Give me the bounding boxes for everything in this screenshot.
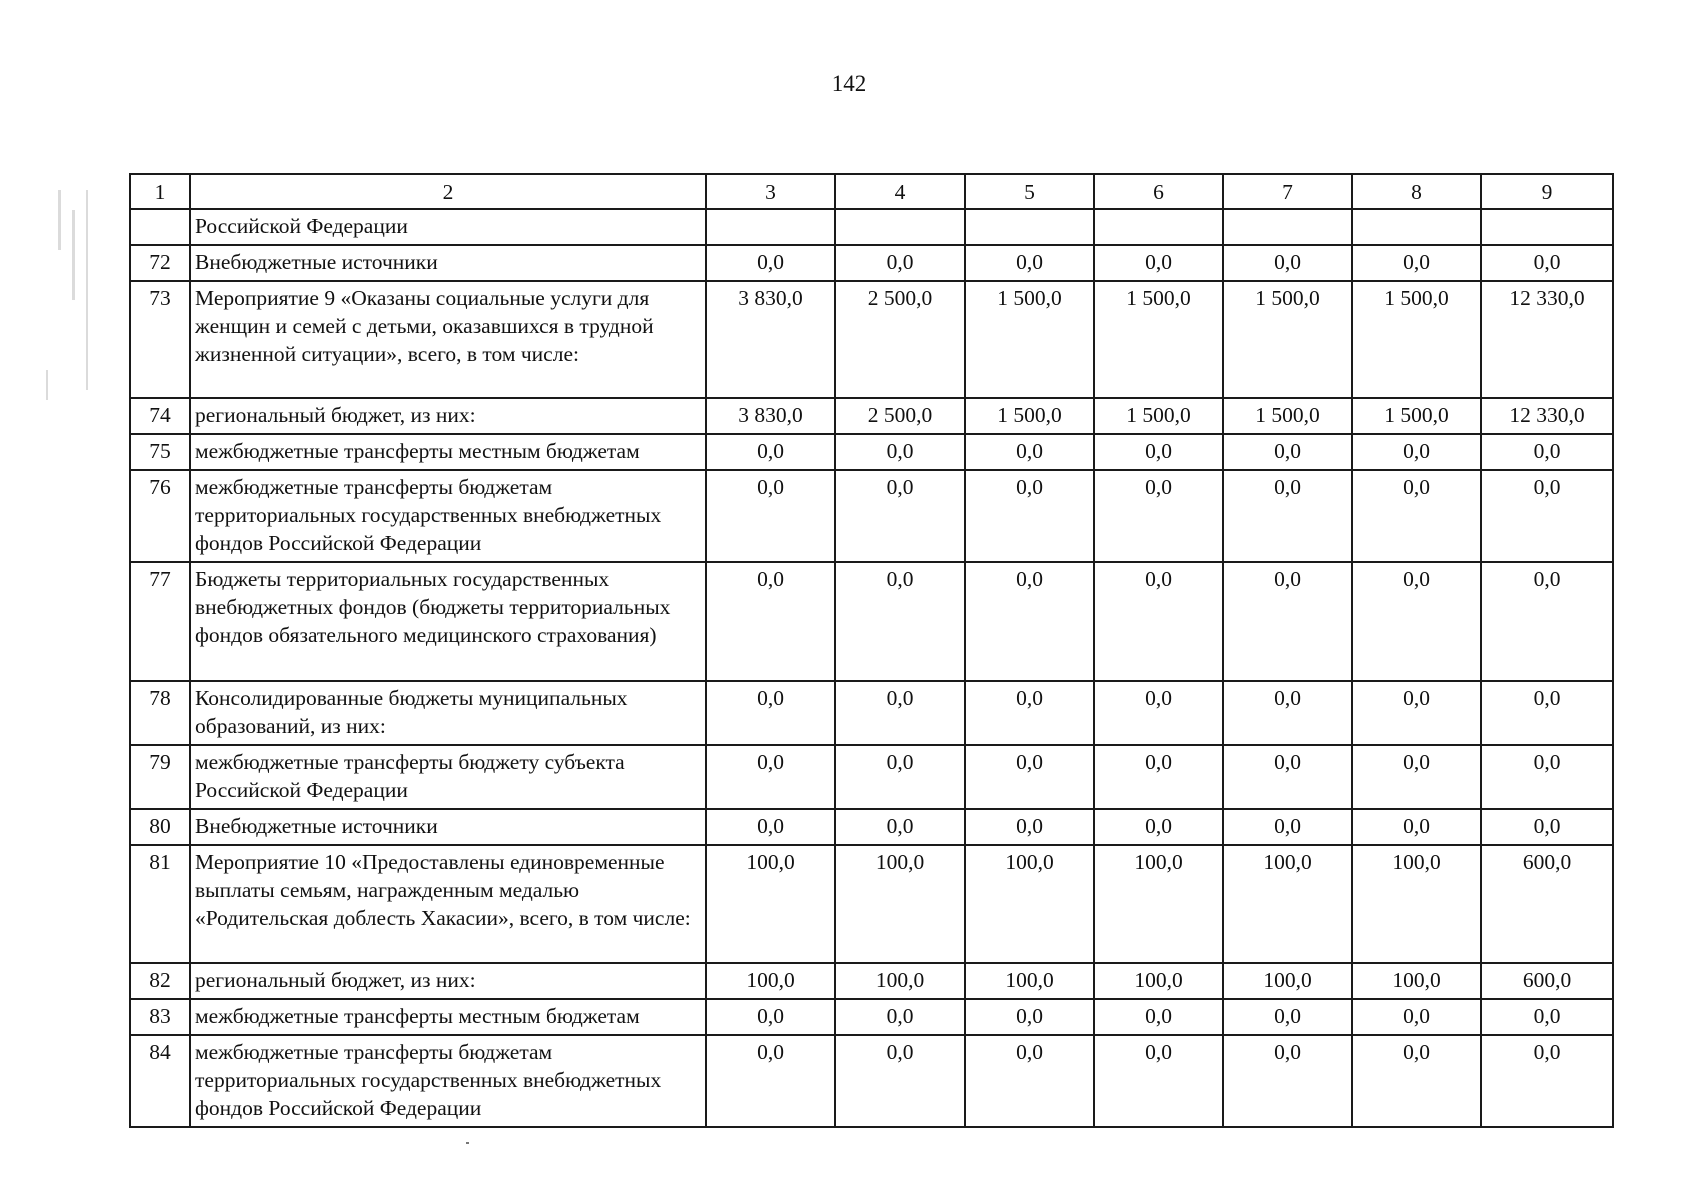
value-cell: 0,0 [1094, 434, 1223, 470]
column-header: 3 [706, 174, 835, 209]
value-cell: 0,0 [1352, 245, 1481, 281]
row-number: 72 [130, 245, 190, 281]
value-cell: 0,0 [835, 1035, 965, 1127]
value-cell: 1 500,0 [1352, 281, 1481, 398]
value-cell: 1 500,0 [1223, 281, 1352, 398]
value-cell: 0,0 [1094, 562, 1223, 681]
column-header: 4 [835, 174, 965, 209]
value-cell: 0,0 [1481, 681, 1613, 745]
row-label: межбюджетные трансферты бюджетам территориальных государственных внебюджетных фондов Российской Федерации [190, 1035, 706, 1127]
row-number [130, 209, 190, 245]
row-number: 79 [130, 745, 190, 809]
value-cell: 0,0 [706, 245, 835, 281]
value-cell: 0,0 [835, 562, 965, 681]
table-row [130, 245, 1613, 281]
value-cell: 0,0 [1352, 470, 1481, 562]
value-cell: 0,0 [706, 999, 835, 1035]
value-cell: 100,0 [1352, 845, 1481, 963]
value-cell: 0,0 [1481, 434, 1613, 470]
value-cell: 1 500,0 [965, 281, 1094, 398]
value-cell: 0,0 [965, 681, 1094, 745]
table-row [130, 681, 1613, 745]
column-header: 8 [1352, 174, 1481, 209]
row-number: 78 [130, 681, 190, 745]
scan-dot [466, 1142, 469, 1144]
value-cell: 0,0 [1352, 681, 1481, 745]
value-cell [965, 209, 1094, 245]
value-cell: 1 500,0 [965, 398, 1094, 434]
table-row [130, 809, 1613, 845]
value-cell: 100,0 [706, 845, 835, 963]
value-cell: 100,0 [1352, 963, 1481, 999]
column-header: 1 [130, 174, 190, 209]
value-cell: 100,0 [1223, 963, 1352, 999]
table-row [130, 745, 1613, 809]
value-cell: 0,0 [1094, 681, 1223, 745]
value-cell: 0,0 [1481, 1035, 1613, 1127]
value-cell: 0,0 [1094, 809, 1223, 845]
row-label: межбюджетные трансферты бюджету субъекта Российской Федерации [190, 745, 706, 809]
value-cell: 0,0 [965, 470, 1094, 562]
value-cell: 2 500,0 [835, 398, 965, 434]
value-cell: 0,0 [965, 1035, 1094, 1127]
row-number: 82 [130, 963, 190, 999]
value-cell: 0,0 [835, 470, 965, 562]
row-label: межбюджетные трансферты местным бюджетам [190, 999, 706, 1035]
value-cell: 0,0 [835, 681, 965, 745]
value-cell: 0,0 [1352, 562, 1481, 681]
row-number: 83 [130, 999, 190, 1035]
value-cell [1223, 209, 1352, 245]
value-cell [706, 209, 835, 245]
value-cell: 100,0 [835, 963, 965, 999]
page-number: 142 [831, 71, 867, 96]
value-cell: 0,0 [706, 470, 835, 562]
table-row [130, 845, 1613, 963]
row-number: 75 [130, 434, 190, 470]
value-cell: 0,0 [1481, 245, 1613, 281]
value-cell: 100,0 [965, 845, 1094, 963]
value-cell [1094, 209, 1223, 245]
value-cell: 0,0 [1223, 809, 1352, 845]
table-row [130, 562, 1613, 681]
value-cell: 0,0 [706, 434, 835, 470]
scan-artifact [38, 190, 108, 410]
value-cell: 0,0 [1352, 1035, 1481, 1127]
value-cell: 3 830,0 [706, 398, 835, 434]
value-cell: 2 500,0 [835, 281, 965, 398]
value-cell: 0,0 [1352, 434, 1481, 470]
table-row [130, 1035, 1613, 1127]
value-cell: 12 330,0 [1481, 398, 1613, 434]
value-cell: 0,0 [1094, 470, 1223, 562]
value-cell: 100,0 [1223, 845, 1352, 963]
value-cell: 0,0 [965, 434, 1094, 470]
row-number: 77 [130, 562, 190, 681]
value-cell: 0,0 [1481, 470, 1613, 562]
value-cell: 0,0 [1481, 745, 1613, 809]
column-header: 6 [1094, 174, 1223, 209]
column-header: 5 [965, 174, 1094, 209]
row-label: Мероприятие 9 «Оказаны социальные услуги для женщин и семей с детьми, оказавшихся в трудной жизненной ситуации», всего, в том числе: [190, 281, 706, 398]
value-cell: 1 500,0 [1094, 398, 1223, 434]
row-number: 80 [130, 809, 190, 845]
budget-table [129, 173, 1614, 1128]
row-number: 73 [130, 281, 190, 398]
value-cell: 0,0 [1223, 745, 1352, 809]
value-cell: 0,0 [1481, 562, 1613, 681]
value-cell: 0,0 [1223, 999, 1352, 1035]
value-cell: 0,0 [1352, 745, 1481, 809]
value-cell: 100,0 [1094, 845, 1223, 963]
value-cell: 0,0 [1094, 245, 1223, 281]
value-cell: 0,0 [1094, 745, 1223, 809]
row-number: 81 [130, 845, 190, 963]
value-cell: 0,0 [1223, 245, 1352, 281]
value-cell: 100,0 [706, 963, 835, 999]
row-label: Мероприятие 10 «Предоставлены единовременные выплаты семьям, награжденным медалью «Родительская доблесть Хакасии», всего, в том числе: [190, 845, 706, 963]
table-row [130, 963, 1613, 999]
value-cell: 0,0 [965, 745, 1094, 809]
row-label: межбюджетные трансферты местным бюджетам [190, 434, 706, 470]
row-label: Консолидированные бюджеты муниципальных образований, из них: [190, 681, 706, 745]
value-cell: 0,0 [1094, 999, 1223, 1035]
row-label: региональный бюджет, из них: [190, 963, 706, 999]
row-label: Бюджеты территориальных государственных внебюджетных фондов (бюджеты территориальных фондов обязательного медицинского страхования) [190, 562, 706, 681]
value-cell: 0,0 [835, 999, 965, 1035]
row-number: 84 [130, 1035, 190, 1127]
row-label: Российской Федерации [190, 209, 706, 245]
table-row [130, 999, 1613, 1035]
value-cell: 0,0 [835, 809, 965, 845]
value-cell: 100,0 [835, 845, 965, 963]
value-cell: 0,0 [706, 809, 835, 845]
value-cell: 0,0 [1481, 809, 1613, 845]
value-cell [1481, 209, 1613, 245]
value-cell: 1 500,0 [1352, 398, 1481, 434]
value-cell: 0,0 [1352, 809, 1481, 845]
value-cell: 0,0 [835, 745, 965, 809]
table-row [130, 281, 1613, 398]
value-cell: 12 330,0 [1481, 281, 1613, 398]
value-cell: 0,0 [1352, 999, 1481, 1035]
value-cell: 100,0 [965, 963, 1094, 999]
row-number: 76 [130, 470, 190, 562]
value-cell: 0,0 [1094, 1035, 1223, 1127]
table-header-row [130, 174, 1613, 209]
value-cell [1352, 209, 1481, 245]
row-label: межбюджетные трансферты бюджетам территориальных государственных внебюджетных фондов Российской Федерации [190, 470, 706, 562]
table-row [130, 209, 1613, 245]
value-cell: 0,0 [706, 745, 835, 809]
value-cell [835, 209, 965, 245]
value-cell: 600,0 [1481, 963, 1613, 999]
value-cell: 0,0 [706, 1035, 835, 1127]
value-cell: 0,0 [706, 562, 835, 681]
row-label: Внебюджетные источники [190, 245, 706, 281]
value-cell: 0,0 [965, 809, 1094, 845]
row-label: региональный бюджет, из них: [190, 398, 706, 434]
value-cell: 600,0 [1481, 845, 1613, 963]
value-cell: 0,0 [1223, 434, 1352, 470]
column-header: 2 [190, 174, 706, 209]
value-cell: 0,0 [1223, 470, 1352, 562]
column-header: 7 [1223, 174, 1352, 209]
table-row [130, 434, 1613, 470]
table-row [130, 470, 1613, 562]
value-cell: 0,0 [1481, 999, 1613, 1035]
value-cell: 1 500,0 [1223, 398, 1352, 434]
value-cell: 0,0 [965, 999, 1094, 1035]
value-cell: 100,0 [1094, 963, 1223, 999]
value-cell: 0,0 [1223, 562, 1352, 681]
value-cell: 0,0 [835, 245, 965, 281]
value-cell: 0,0 [1223, 681, 1352, 745]
row-label: Внебюджетные источники [190, 809, 706, 845]
value-cell: 1 500,0 [1094, 281, 1223, 398]
value-cell: 0,0 [965, 245, 1094, 281]
column-header: 9 [1481, 174, 1613, 209]
value-cell: 0,0 [965, 562, 1094, 681]
table-row [130, 398, 1613, 434]
value-cell: 0,0 [706, 681, 835, 745]
value-cell: 3 830,0 [706, 281, 835, 398]
value-cell: 0,0 [835, 434, 965, 470]
value-cell: 0,0 [1223, 1035, 1352, 1127]
row-number: 74 [130, 398, 190, 434]
